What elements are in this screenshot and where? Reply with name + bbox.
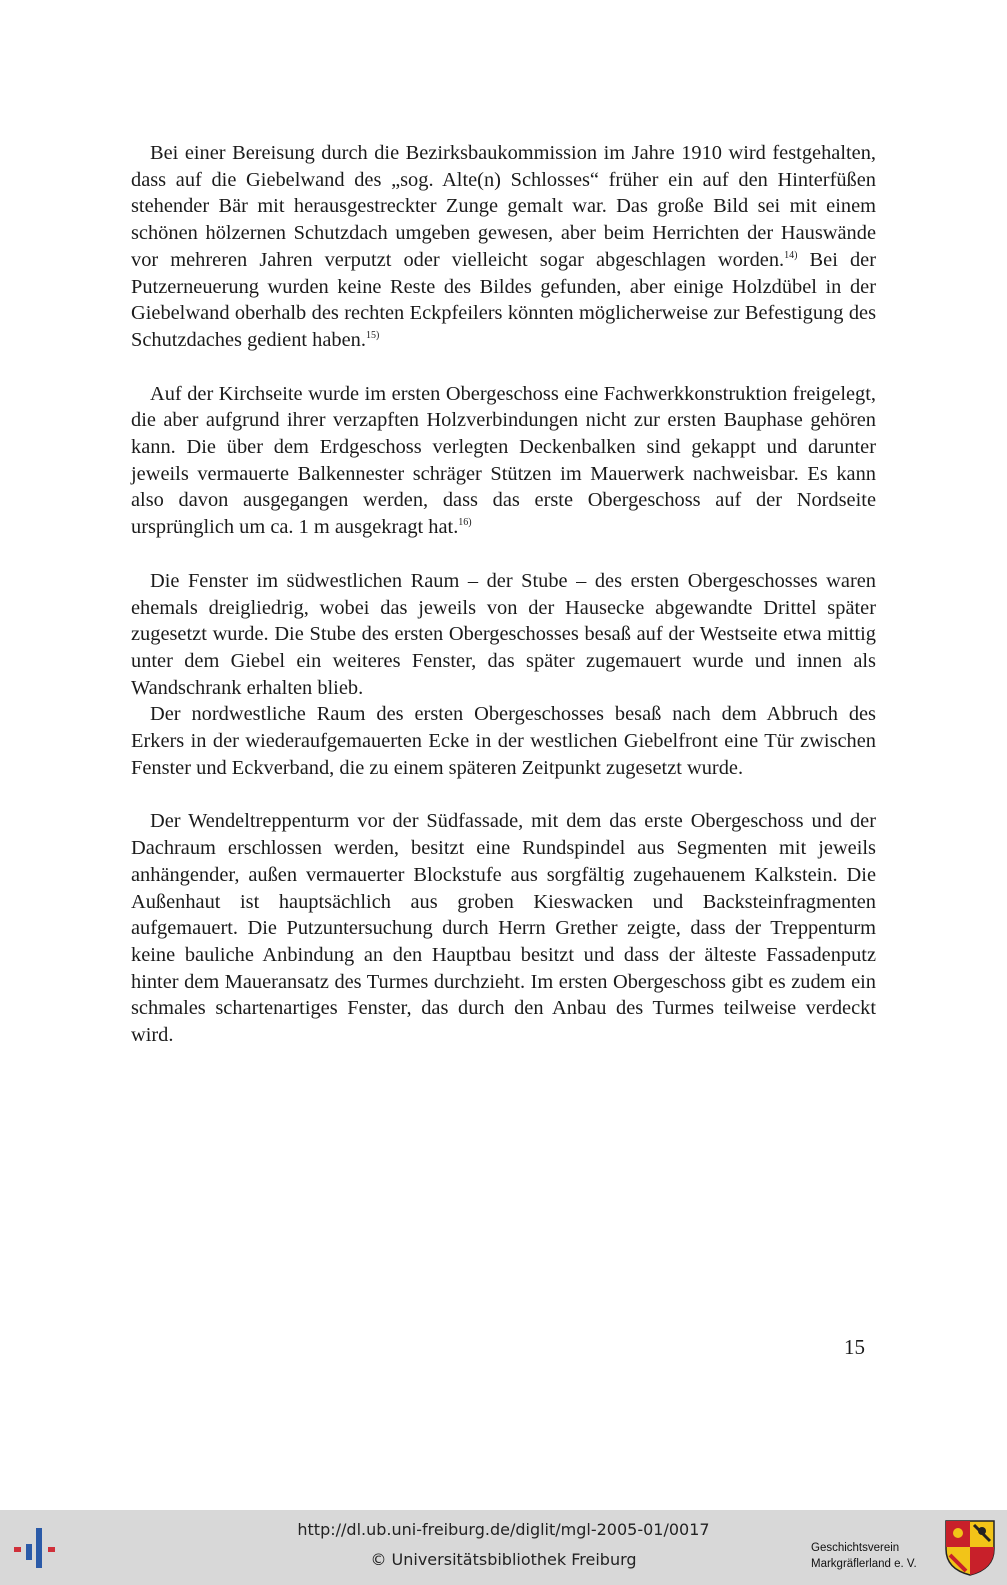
footnote-ref-15: 15) — [365, 330, 380, 342]
paragraph-1: Bei einer Bereisung durch die Bezirksbaukommission im Jahre 1910 wird festgehalten, dass auf die Giebelwand des „sog. Alte(n) Schlosses“ früher ein auf den Hinterfüßen stehender Bär mit herausgestreckter Zunge gemalt war. Das große Bild sei mit einem schönen hölzernen Schutzdach umgeben gewesen, aber beim Herrichten der Hauswände vor mehreren Jahren verputzt oder vielleicht sogar abgeschlagen worden.$^{14)}$ Bei der Putzerneuerung wurden keine Reste des Bildes gefunden, aber einige Holzdübel in der Giebelwand oberhalb des rechten Eckpfeilers könnten möglicherweise zur Befestigung des Schutzdaches gedient haben.$^{15)}$ — [131, 142, 876, 351]
permalink-url[interactable]: http://dl.ub.uni-freiburg.de/diglit/mgl-2005-01/0017 — [297, 1520, 710, 1539]
paragraph-2: Auf der Kirchseite wurde im ersten Obergeschoss eine Fachwerkkonstruktion freigelegt, die aber aufgrund ihrer verzapften Holzverbindungen nicht zur ersten Bauphase gehören kann. Die über dem Erdgeschoss verlegten Deckenbalken sind gekappt und darunter jeweils vermauerte Balkennester schräger Stützen im Mauerwerk nachweisbar. Es kann also davon ausgegangen werden, dass das erste Obergeschoss auf der Nordseite ursprünglich um ca. 1 m ausgekragt hat.$^{16)}$ — [131, 382, 876, 539]
footnote-ref-16: 16) — [458, 517, 472, 529]
copyright-text: © Universitätsbibliothek Freiburg — [370, 1550, 637, 1569]
paragraph-4: Der nordwestliche Raum des ersten Obergeschosses besaß nach dem Abbruch des Erkers in der wiederaufgemauerten Ecke in der westlichen Giebelfront eine Tür zwischen Fenster und Eckverband, die zu einem späteren Zeitpunkt zugesetzt wurde. — [131, 703, 876, 779]
paragraph-3: Die Fenster im südwestlichen Raum – der Stube – des ersten Obergeschosses waren ehemals dreigliedrig, wobei das jeweils von der Hausecke abgewandte Drittel später zugesetzt wurde. Die Stube des ersten Obergeschosses besaß auf der Westseite etwa mittig unter dem Giebel ein weiteres Fenster, das später zugemauert wurde und innen als Wandschrank erhalten blieb. — [131, 569, 876, 699]
coat-of-arms-icon — [944, 1519, 996, 1577]
association-line-2: Markgräflerland e. V. — [811, 1558, 917, 1570]
paragraph-5: Der Wendeltreppenturm vor der Südfassade, mit dem das erste Obergeschoss und der Dachraum erschlossen werden, besitzt eine Rundspindel aus Segmenten mit jeweils anhängender, außen vermauerter Blockstufe aus sorgfältig zugehauenem Kalkstein. Die Außenhaut ist hauptsächlich aus groben Kieswacken und Backsteinfragmenten aufgemauert. Die Putzuntersuchung durch Herrn Grether zeigte, dass der Treppenturm keine bauliche Anbindung an den Hauptbau besitzt und dass der älteste Fassadenputz hinter dem Maueransatz des Turmes durchzieht. Im ersten Obergeschoss gibt es zudem ein schmales schartenartiges Fenster, das durch den Anbau des Turmes teilweise verdeckt wird. — [131, 810, 876, 1047]
association-line-1: Geschichtsverein — [811, 1542, 900, 1554]
body-text — [131, 140, 876, 1049]
footer-bar — [0, 1510, 1007, 1585]
association-name — [811, 1540, 941, 1572]
footnote-ref-14: 14) — [784, 250, 798, 262]
page-number: 15 — [844, 1335, 865, 1359]
